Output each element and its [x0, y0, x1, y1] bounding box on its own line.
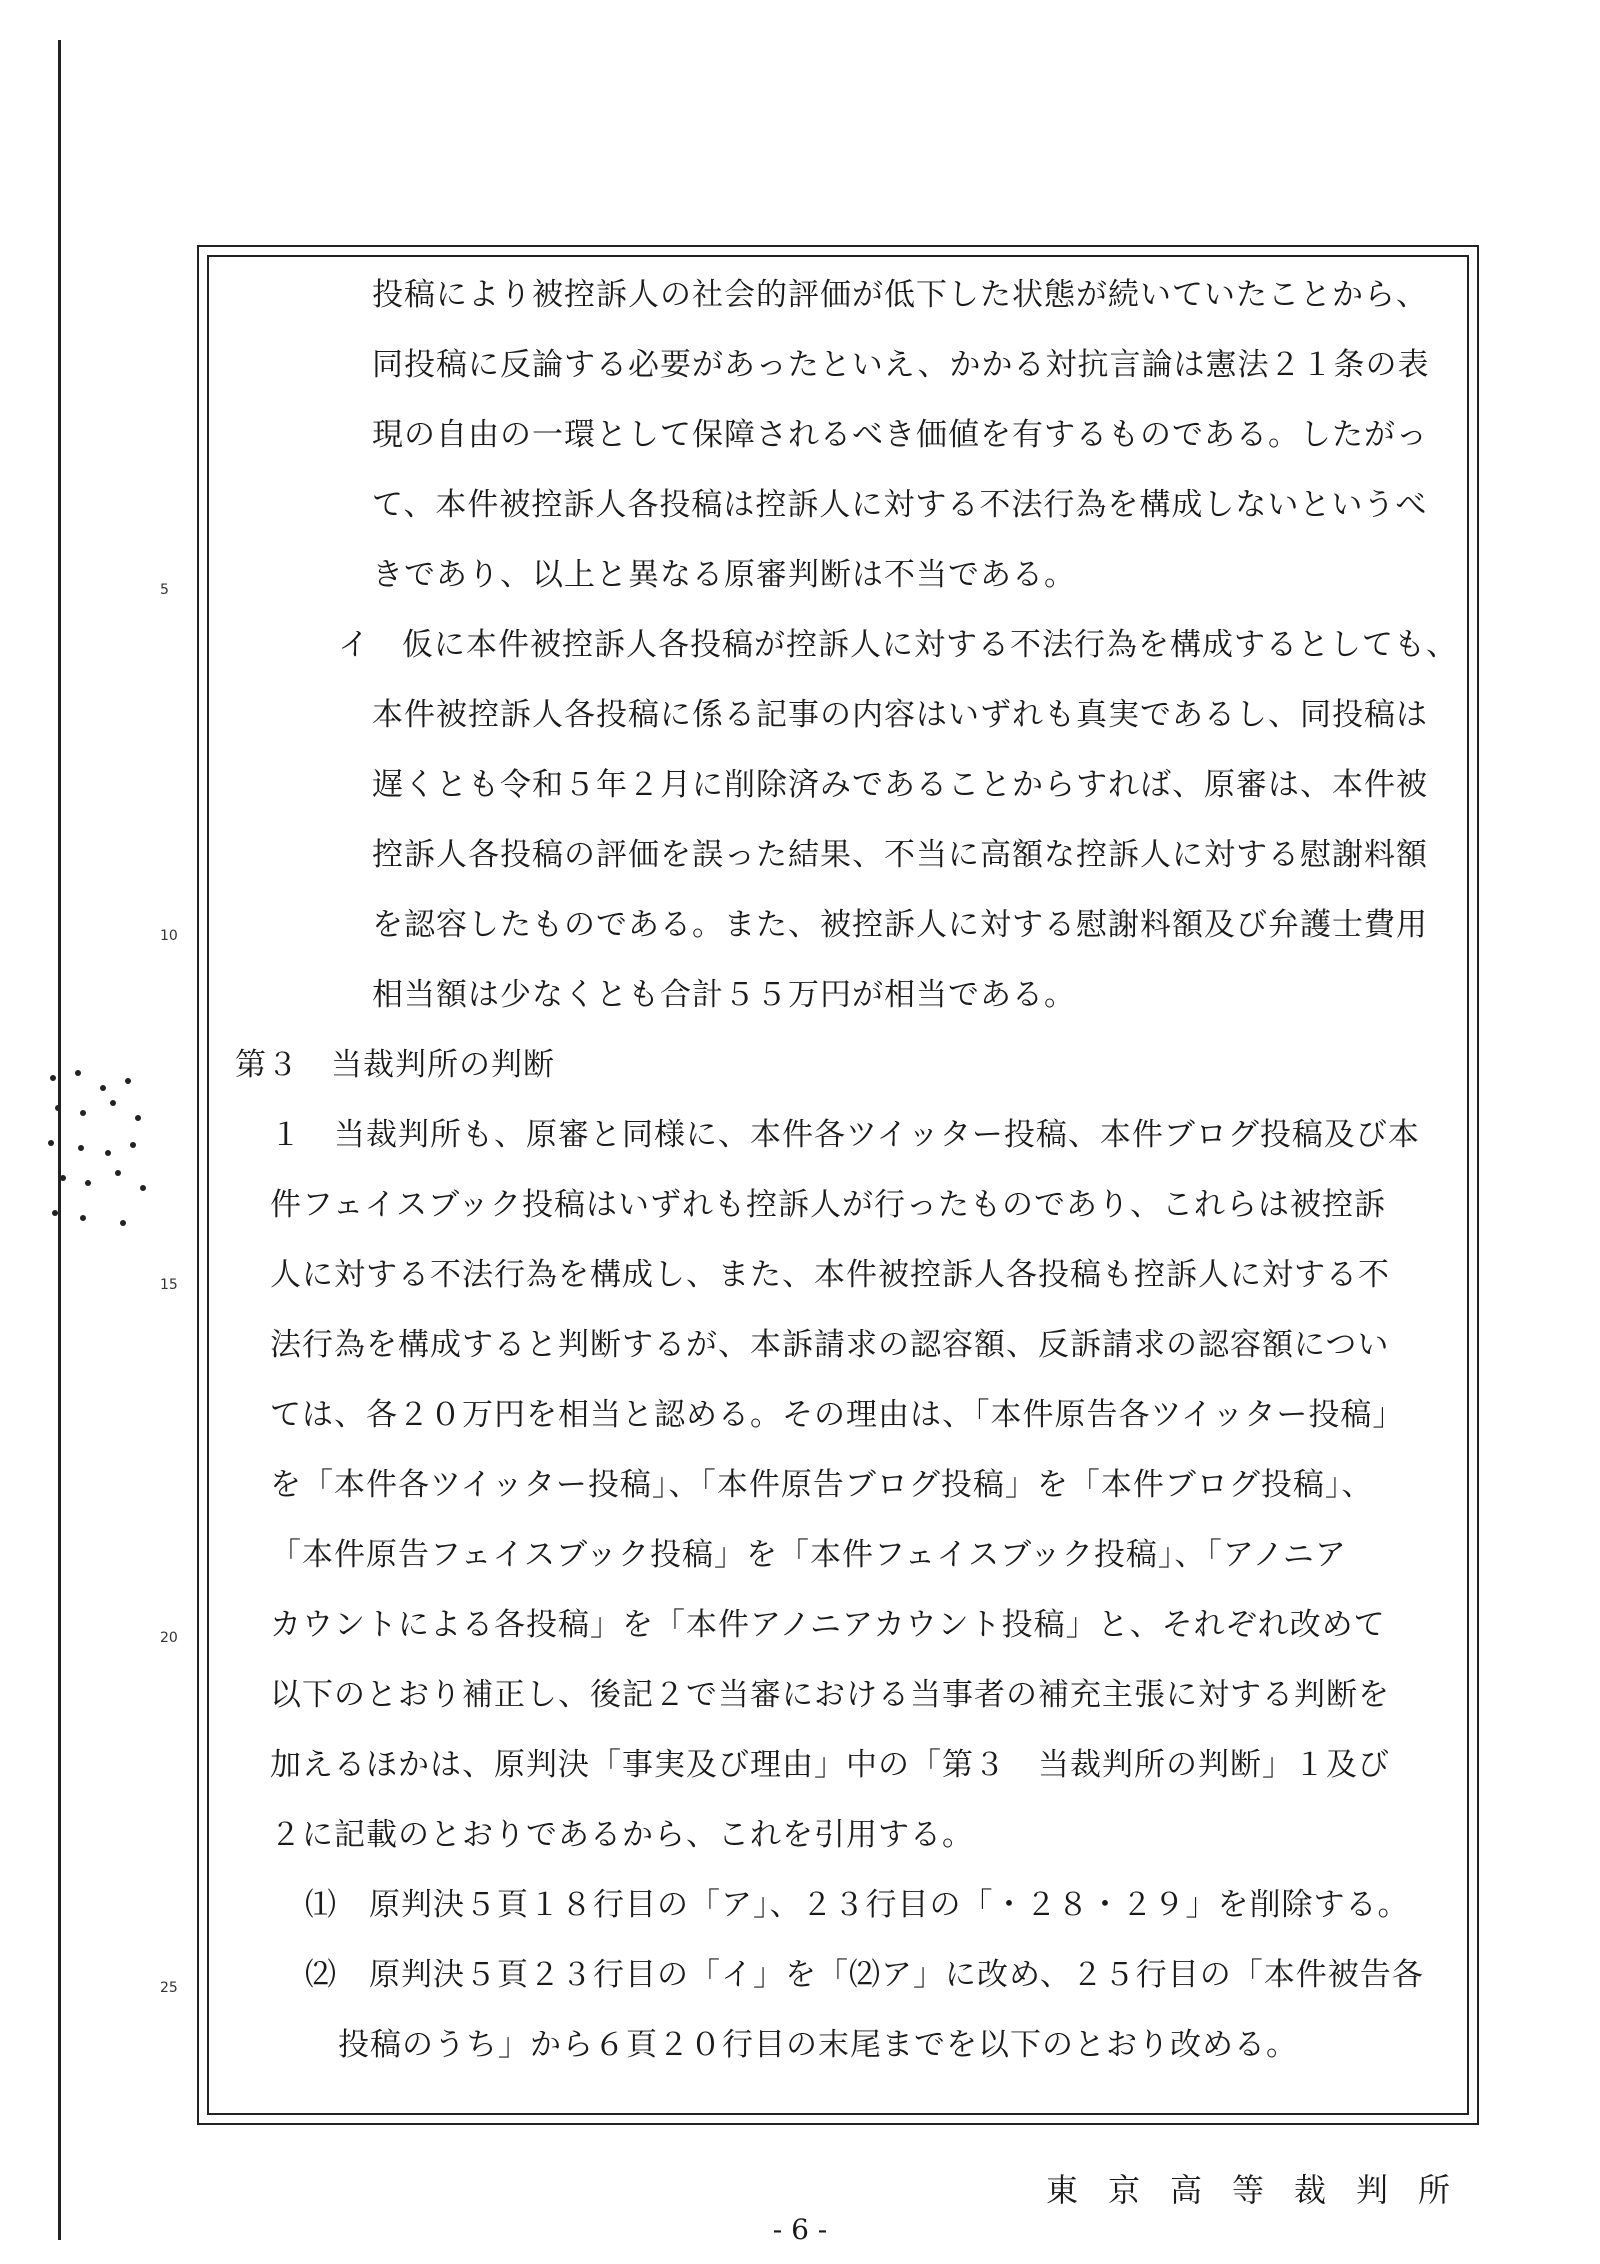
text-line: ては、各２０万円を相当と認める。その理由は、「本件原告各ツイッター投稿」 [270, 1397, 1405, 1433]
text-line: ⑴ 原判決５頁１８行目の「ア」、２３行目の「・２８・２９」を削除する。 [305, 1887, 1410, 1923]
text-line: きであり、以上と異なる原審判断は不当である。 [372, 557, 1076, 593]
text-line: 控訴人各投稿の評価を誤った結果、不当に高額な控訴人に対する慰謝料額 [372, 837, 1428, 873]
punch-hole-dots [20, 1050, 190, 1250]
page-number: - 6 - [772, 2213, 828, 2246]
text-line: 法行為を構成すると判断するが、本訴請求の認容額、反訴請求の認容額につい [270, 1327, 1390, 1363]
text-line: て、本件被控訴人各投稿は控訴人に対する不法行為を構成しないというべ [372, 487, 1428, 523]
text-line: 「本件原告フェイスブック投稿」を「本件フェイスブック投稿」、「アノニア [270, 1537, 1347, 1573]
line-number: 10 [160, 928, 178, 944]
line-number: 20 [160, 1630, 178, 1646]
text-line: を認容したものである。また、被控訴人に対する慰謝料額及び弁護士費用 [372, 907, 1428, 943]
text-line: 投稿により被控訴人の社会的評価が低下した状態が続いていたことから、 [372, 277, 1428, 313]
text-line: 人に対する不法行為を構成し、また、本件被控訴人各投稿も控訴人に対する不 [270, 1257, 1390, 1293]
line-number: 15 [160, 1277, 178, 1293]
text-line: カウントによる各投稿」を「本件アノニアカウント投稿」と、それぞれ改めて [270, 1607, 1386, 1643]
text-line: 現の自由の一環として保障されるべき価値を有するものである。したがっ [372, 417, 1428, 453]
text-line: 同投稿に反論する必要があったといえ、かかる対抗言論は憲法２１条の表 [372, 347, 1430, 383]
text-line: イ 仮に本件被控訴人各投稿が控訴人に対する不法行為を構成するとしても、 [338, 627, 1458, 663]
text-line: １ 当裁判所も、原審と同様に、本件各ツイッター投稿、本件ブログ投稿及び本 [270, 1117, 1420, 1153]
text-line: 遅くとも令和５年２月に削除済みであることからすれば、原審は、本件被 [372, 767, 1428, 803]
line-number: 5 [160, 582, 169, 598]
text-line: 投稿のうち」から６頁２０行目の末尾までを以下のとおり改める。 [338, 2027, 1298, 2063]
court-name: 東京高等裁判所 [1045, 2171, 1480, 2209]
text-line: 本件被控訴人各投稿に係る記事の内容はいずれも真実であるし、同投稿は [372, 697, 1428, 733]
section-heading: 第３ 当裁判所の判断 [235, 1047, 555, 1083]
text-line: ２に記載のとおりであるから、これを引用する。 [270, 1817, 974, 1853]
text-line: 相当額は少なくとも合計５５万円が相当である。 [372, 977, 1076, 1013]
text-line: ⑵ 原判決５頁２３行目の「イ」を「⑵ア」に改め、２５行目の「本件被告各 [305, 1957, 1424, 1993]
line-number: 25 [160, 1980, 178, 1996]
text-line: を「本件各ツイッター投稿」、「本件原告ブログ投稿」を「本件ブログ投稿」、 [270, 1467, 1374, 1503]
text-line: 加えるほかは、原判決「事実及び理由」中の「第３ 当裁判所の判断」１及び [270, 1747, 1390, 1783]
text-line: 以下のとおり補正し、後記２で当審における当事者の補充主張に対する判断を [270, 1677, 1390, 1713]
text-line: 件フェイスブック投稿はいずれも控訴人が行ったものであり、これらは被控訴 [270, 1187, 1386, 1223]
